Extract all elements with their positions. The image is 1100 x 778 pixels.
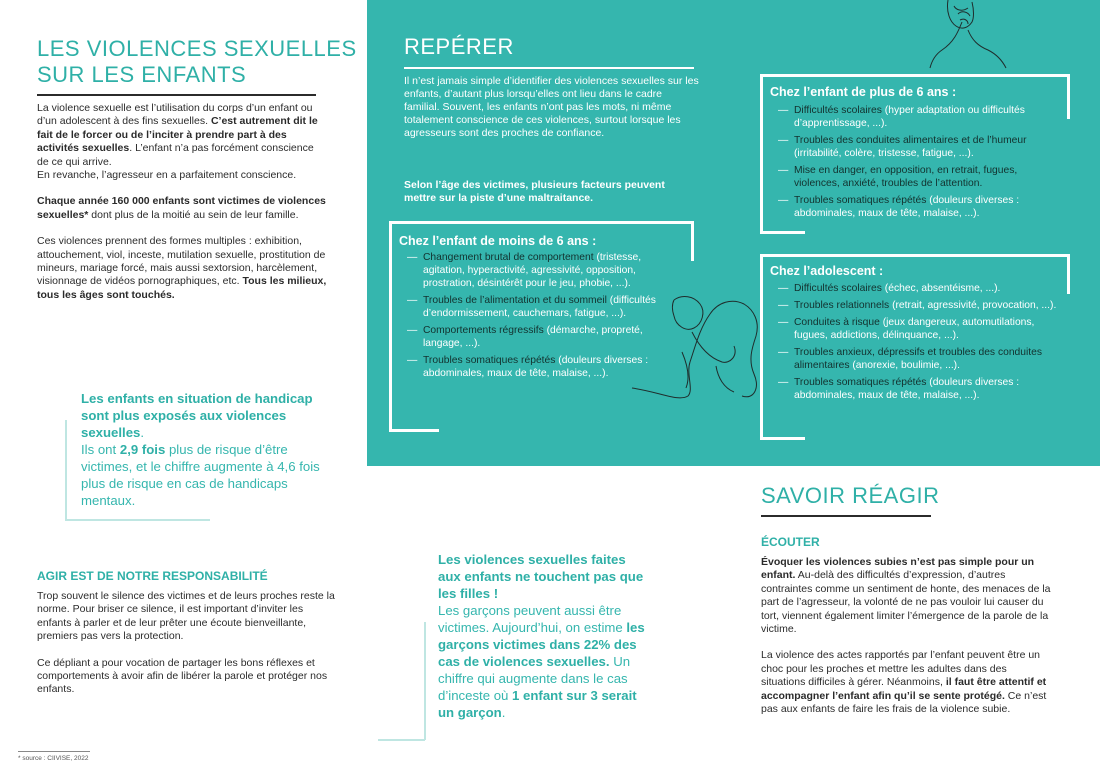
plus6-item (772, 105, 1062, 131)
intro-text (37, 102, 327, 302)
handicap-dot: . (140, 425, 145, 440)
intro-p2-b: dont plus de la moitié au sein de leur famille. (88, 208, 299, 221)
reperer-underline (404, 67, 694, 69)
garcons-callout (438, 551, 650, 721)
box-moins-6-right (691, 221, 694, 261)
reperer-intro2: Selon l’âge des victimes, plusieurs facteurs peuvent mettre sur la piste d’une maltraitance. (404, 179, 665, 204)
box-plus-6-right (1067, 74, 1070, 119)
footnote-rule (18, 751, 90, 752)
moins6-title: Chez l’enfant de moins de 6 ans : (399, 234, 597, 248)
ecouter-title: ÉCOUTER (761, 535, 820, 549)
agir-text (37, 590, 335, 697)
plus6-item-text: (hyper adaptation ou difficultés d’apprentissage, ...). (794, 105, 1025, 129)
title-line-2: SUR LES ENFANTS (37, 62, 247, 87)
reagir-p1-t: Au-delà des difficultés d’expression, d’autres contraintes comme un sentiment de honte, des menaces de la part de l’agresseur, la volonté de ne pas vouloir lui causer du tort, viennent également limiter l’émergence de la parole de la victime. (761, 569, 1051, 636)
moins6-list (401, 252, 663, 385)
reagir-text (761, 556, 1051, 716)
plus6-item-key: Troubles des conduites alimentaires et de l’humeur (794, 134, 1027, 146)
garcons-t2: Un chiffre qui augmente dans le cas d’inceste où (438, 654, 631, 703)
title-underline (37, 94, 316, 96)
agir-title: AGIR EST DE NOTRE RESPONSABILITÉ (37, 569, 268, 583)
agir-p2: Ce dépliant a pour vocation de partager les bons réflexes et comportements à avoir afin de libérer la parole et protéger nos enfants. (37, 656, 328, 696)
moins6-item-text: (douleurs diverses : abdominales, maux de tête, malaise, ...). (423, 354, 649, 379)
moins6-item-text: (tristesse, agitation, hyperactivité, agressivité, opposition, prostration, désintérêt pour le jeu, phobie, ...). (423, 252, 642, 289)
ado-item-key: Difficultés scolaires (794, 283, 882, 294)
ado-item-text: (retrait, agressivité, provocation, ...). (889, 300, 1057, 312)
moins6-item-key: Troubles somatiques répétés (423, 354, 556, 366)
reperer-intro: Il n’est jamais simple d’identifier des violences sexuelles sur les enfants, d’autant plus lorsqu’elles ont lieu dans le cadre familial. Souvent, les enfants n’ont pas les mots, ni même totalement conscience de ces violences, surtout lorsque les agresseurs sont des proches de confiance. (404, 75, 699, 139)
garcons-bar (424, 622, 426, 740)
handicap-b1: 2,9 fois (119, 442, 166, 457)
ado-item (772, 283, 1062, 296)
garcons-b2: 1 enfant sur 3 serait un garçon (438, 688, 637, 720)
ado-item (772, 377, 1062, 403)
plus6-item-key: Difficultés scolaires (794, 105, 882, 116)
ado-item-text: (anorexie, boulimie, ...). (849, 360, 960, 372)
plus6-item-text: (irritabilité, colère, tristesse, fatigue, ...). (794, 147, 974, 159)
ado-item-text: (douleurs diverses : abdominales, maux de tête, malaise, ...). (794, 377, 1020, 402)
moins6-item (401, 252, 663, 290)
ado-item-key: Troubles somatiques répétés (794, 377, 927, 389)
reagir-p2-b: il faut être attentif et accompagner l’enfant afin qu’il se sente protégé. (761, 676, 1047, 702)
ado-list (772, 283, 1062, 407)
ado-item (772, 317, 1062, 343)
reagir-title: SAVOIR RÉAGIR (761, 483, 940, 508)
box-moins-6-bottom (389, 429, 439, 432)
ado-item (772, 347, 1062, 373)
intro-p2-a: Chaque année 160 000 enfants sont victimes de violences sexuelles* (37, 195, 326, 221)
plus6-item (772, 165, 1062, 191)
ado-item-key: Troubles anxieux, dépressifs et troubles des conduites alimentaires (794, 347, 1043, 372)
reagir-underline (761, 515, 931, 517)
face-line-drawing (928, 0, 1008, 70)
ado-item (772, 300, 1062, 313)
moins6-item (401, 295, 663, 321)
handicap-bar (65, 420, 67, 520)
ado-item-key: Troubles relationnels (794, 300, 890, 312)
intro-p3-b: Tous les milieux, tous les âges sont touchés. (37, 275, 327, 301)
plus6-item-key: Mise en danger, en opposition, en retrait, fugues, violences, anxiété, troubles de l’attention. (794, 164, 1018, 189)
ado-title: Chez l’adolescent : (770, 264, 884, 278)
reagir-p2-t2: Ce n’est pas aux enfants de faire les frais de la violence subie. (761, 689, 1047, 716)
garcons-t1: Les garçons peuvent aussi être victimes. Aujourd’hui, on estime (438, 603, 627, 635)
moins6-item-key: Troubles de l’alimentation et du sommeil (423, 294, 607, 306)
plus6-list (772, 105, 1062, 225)
handicap-t1: Ils ont (81, 442, 120, 457)
agir-p1: Trop souvent le silence des victimes et de leurs proches reste la norme. Pour briser ce silence, il est important d’inviter les enfants à parler et de leur prêter une écoute bienveillante, premiers pas vers la protection. (37, 590, 335, 643)
handicap-bar-bottom (65, 519, 210, 521)
garcons-t3: . (501, 705, 506, 720)
moins6-item-text: (démarche, propreté, langage, ...). (423, 324, 643, 349)
moins6-item (401, 355, 663, 381)
moins6-item (401, 325, 663, 351)
garcons-b1: les garçons victimes dans 22% des cas de violences sexuelles. (438, 620, 645, 669)
handicap-callout (81, 390, 321, 509)
title-line-1: LES VIOLENCES SEXUELLES (37, 36, 357, 61)
moins6-item-key: Comportements régressifs (423, 324, 544, 336)
handicap-t2: plus de risque d’être victimes, et le chiffre augmente à 4,6 fois plus de risque en cas de handicaps mentaux. (81, 442, 320, 508)
box-plus-6-bottom (760, 231, 805, 234)
ado-item-key: Conduites à risque (794, 317, 880, 329)
intro-p1-a: La violence sexuelle est l’utilisation du corps d’un enfant ou d’un adolescent à des fins sexuelles. (37, 102, 313, 128)
intro-p1-b: C’est autrement dit le fait de le forcer ou de l’inciter à prendre part à des activités sexuelles (37, 115, 318, 155)
plus6-title: Chez l’enfant de plus de 6 ans : (770, 85, 957, 99)
garcons-bar-bottom (378, 739, 425, 741)
footnote: * source : CIIVISE, 2022 (18, 755, 89, 762)
handicap-lead: Les enfants en situation de handicap sont plus exposés aux violences sexuelles (81, 391, 313, 440)
plus6-item-key: Troubles somatiques répétés (794, 194, 927, 206)
garcons-lead: Les violences sexuelles faites aux enfants ne touchent pas que les filles ! (438, 552, 644, 601)
moins6-item-text: (difficultés d’endormissement, cauchemars, fatigue, ...). (423, 294, 656, 319)
reagir-p2-t: La violence des actes rapportés par l’enfant peuvent être un choc pour les proches et mettre les adultes dans des situations difficiles à gérer. Néanmoins, (761, 649, 1041, 689)
plus6-item (772, 135, 1062, 161)
reagir-p1-b: Évoquer les violences subies n’est pas simple pour un enfant. (761, 556, 1035, 582)
intro-p1-c: . L’enfant n’a pas forcément conscience de ce qui arrive. (37, 142, 314, 168)
crouched-figure-line-drawing (630, 292, 770, 407)
plus6-item (772, 195, 1062, 221)
box-ado-bottom (760, 437, 805, 440)
moins6-item-key: Changement brutal de comportement (423, 252, 594, 263)
intro-p1-d: En revanche, l’agresseur en a parfaitement conscience. (37, 169, 297, 182)
ado-item-text: (jeux dangereux, automutilations, fugues, addictions, délinquance, ...). (794, 317, 1035, 342)
ado-item-text: (échec, absentéisme, ...). (881, 283, 1001, 294)
page-title (37, 36, 357, 88)
plus6-item-text: (douleurs diverses : abdominales, maux de tête, malaise, ...). (794, 194, 1020, 219)
intro-p3-a: Ces violences prennent des formes multiples : exhibition, attouchement, viol, inceste, mutilation sexuelle, prostitution de mineurs, mariage forcé, mais aussi sextorsion, harcèlement, visionnage de vidéos pornographiques, etc. (37, 235, 326, 288)
reperer-title: REPÉRER (404, 34, 514, 59)
box-ado-right (1067, 254, 1070, 294)
